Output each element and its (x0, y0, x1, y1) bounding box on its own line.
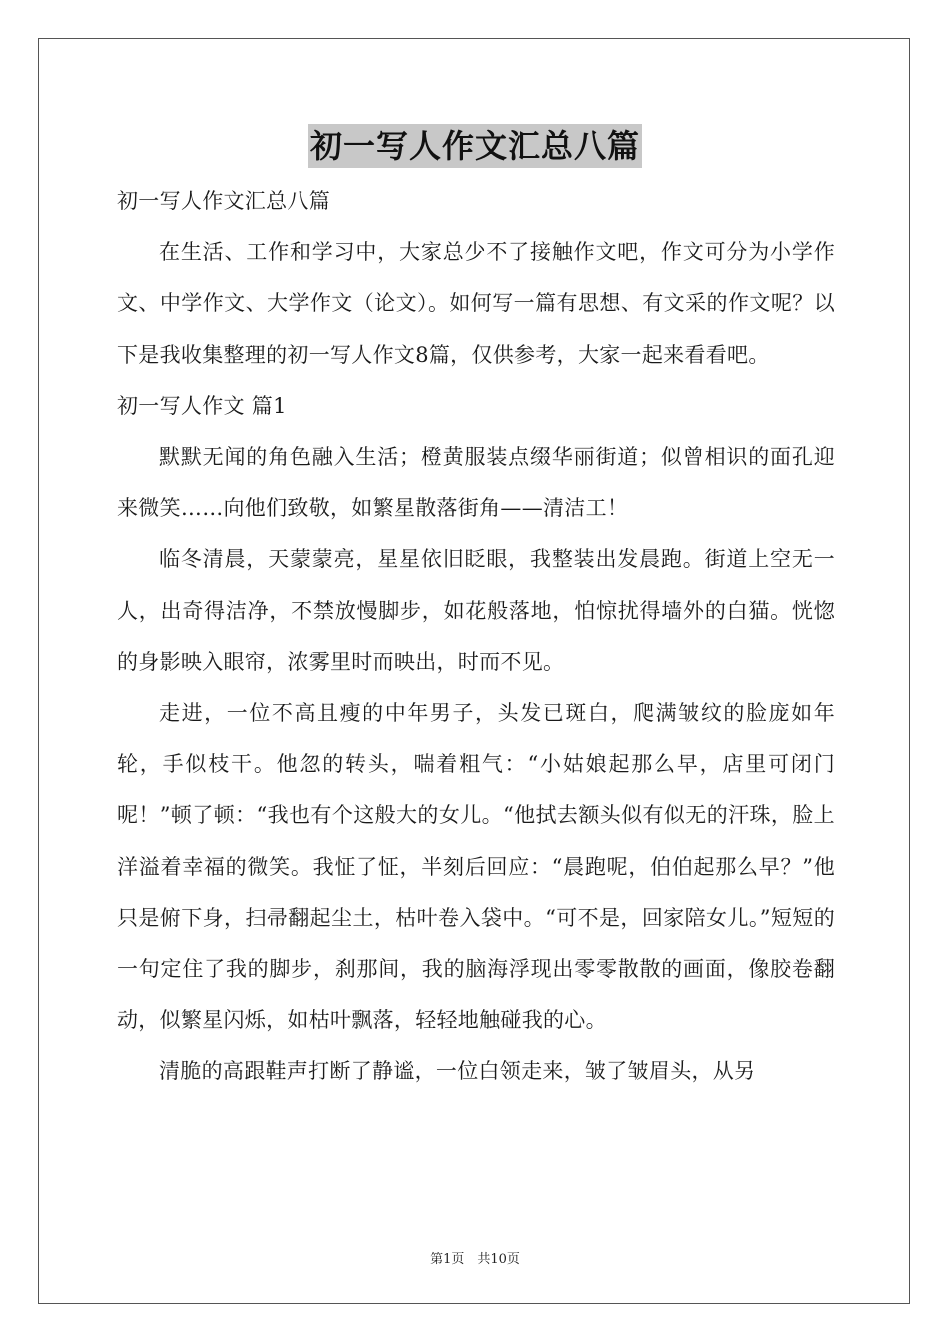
paragraph: 初一写人作文汇总八篇 (117, 189, 330, 213)
paragraph: 在生活、工作和学习中，大家总少不了接触作文吧，作文可分为小学作文、中学作文、大学作文（论文）。如何写一篇有思想、有文采的作文呢？以下是我收集整理的初一写人作文8篇，仅供参考，大家一起来看看吧。 (117, 240, 835, 367)
paragraph: 清脆的高跟鞋声打断了静谧，一位白领走来，皱了皱眉头，从另 (159, 1059, 756, 1084)
paragraph: 临冬清晨，天蒙蒙亮，星星依旧眨眼，我整装出发晨跑。街道上空无一人，出奇得洁净，不禁放慢脚步，如花般落地，怕惊扰得墙外的白猫。恍惚的身影映入眼帘，浓雾里时而映出，时而不见。 (117, 547, 835, 674)
title-container (0, 124, 950, 168)
paragraph: 走进，一位不高且瘦的中年男子，头发已斑白，爬满皱纹的脸庞如年轮，手似枝干。他忽的转头，喘着粗气：“小姑娘起那么早，店里可闭门呢！”顿了顿：“我也有个这般大的女儿。“他拭去额头似有似无的汗珠，脸上洋溢着幸福的微笑。我怔了怔，半刻后回应：“晨跑呢，伯伯起那么早？”他只是俯下身，扫帚翻起尘土，枯叶卷入袋中。“可不是，回家陪女儿。”短短的一句定住了我的脚步，刹那间，我的脑海浮现出零零散散的画面，像胶卷翻动，似繁星闪烁，如枯叶飘落，轻轻地触碰我的心。 (117, 701, 835, 1033)
section-heading: 初一写人作文 篇1 (117, 393, 287, 418)
document-title: 初一写人作文汇总八篇 (308, 124, 642, 168)
document-body (117, 176, 835, 1098)
page-footer: 第1页 共10页 (430, 1252, 520, 1267)
paragraph: 默默无闻的角色融入生活；橙黄服装点缀华丽街道；似曾相识的面孔迎来微笑……向他们致敬，如繁星散落街角——清洁工！ (117, 445, 835, 521)
